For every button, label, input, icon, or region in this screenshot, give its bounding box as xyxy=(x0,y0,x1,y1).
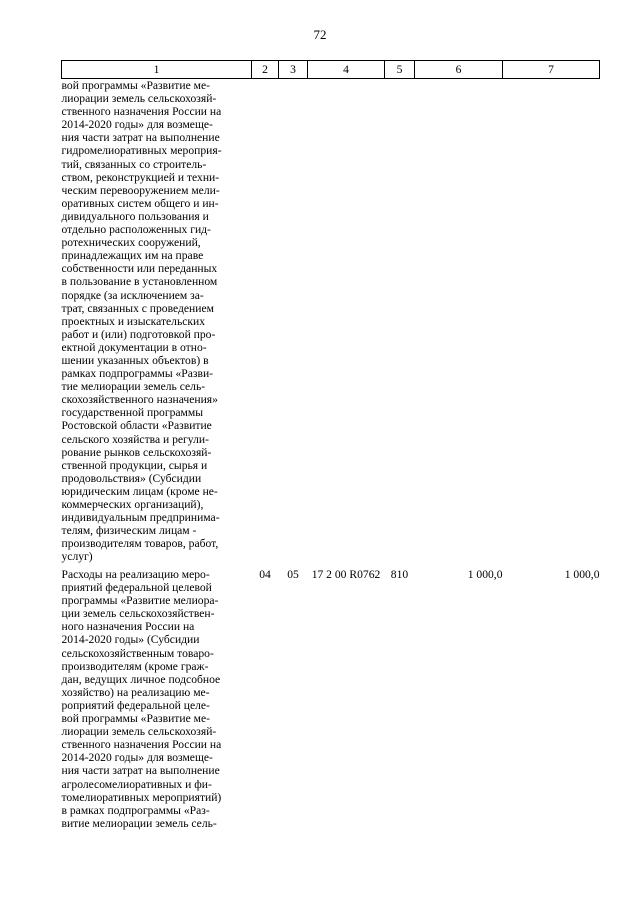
column-header-4: 4 xyxy=(308,61,385,79)
column-header-5: 5 xyxy=(385,61,415,79)
amount-column-6 xyxy=(415,79,503,569)
column-header-1: 1 xyxy=(62,61,252,79)
column-header-3: 3 xyxy=(279,61,308,79)
row-description: вой программы «Развитие ме- лиорации земель сельскохозяй- ственного назначения России на 2014-2020 годы» для возмеще- ния части затрат на выполнение гидромелиоративных мероприя- тий, связанных со строитель- ством, реконструкцией и техни- ческим перевооружением мели- оративных систем общего и ин- дивидуального пользования и отдельно расположенных гид- ротехнических сооружений, принадлежащих им на праве собственности или переданных в пользование в установленном порядке (за исключением за- трат, связанных с проведением проектных и изыскательских работ и (или) подготовкой про- ектной документации в отно- шении указанных объектов) в рамках подпрограммы «Разви- тие мелиорации земель сель- скохозяйственного назначения» государственной программы Ростовской области «Развитие сельского хозяйства и регули- рование рынков сельскохозяй- ственной продукции, сырья и продовольствия» (Субсидии юридическим лицам (кроме не- коммерческих организаций), индивидуальным предпринима- телям, физическим лицам - производителям товаров, работ, услуг) xyxy=(61,79,222,564)
column-header-6: 6 xyxy=(415,61,503,79)
table-row xyxy=(62,568,600,830)
amount-column-7: 1 000,0 xyxy=(564,568,600,581)
subsection-code xyxy=(279,79,308,569)
column-header-2: 2 xyxy=(252,61,279,79)
row-description: Расходы на реализацию меро- приятий федеральной целевой программы «Развитие мелиора- ции земель сельскохозяйствен- ного назначения России на 2014-2020 годы» (Субсидии сельскохозяйственным товаро- производителям (кроме граж- дан, ведущих личное подсобное хозяйство) на реализацию ме- роприятий федеральной целе- вой программы «Развитие ме- лиорации земель сельскохозяй- ственного назначения России на 2014-2020 годы» для возмеще- ния части затрат на выполнение агролесомелиоративных и фи- томелиоративных мероприятий) в рамках подпрограммы «Раз- витие мелиорации земель сель- xyxy=(61,568,222,830)
table-row xyxy=(62,79,600,569)
amount-column-7 xyxy=(503,79,600,569)
expense-type-code xyxy=(385,79,415,569)
target-article-code xyxy=(308,79,385,569)
section-code xyxy=(252,79,279,569)
page-number: 72 xyxy=(313,27,327,42)
amount-column-6: 1 000,0 xyxy=(467,568,503,581)
table-header-row xyxy=(62,61,600,79)
target-article-code: 17 2 00 R0762 xyxy=(311,568,381,581)
section-code: 04 xyxy=(259,568,271,581)
budget-table xyxy=(61,60,600,830)
subsection-code: 05 xyxy=(287,568,299,581)
column-header-7: 7 xyxy=(503,61,600,79)
expense-type-code: 810 xyxy=(390,568,409,581)
